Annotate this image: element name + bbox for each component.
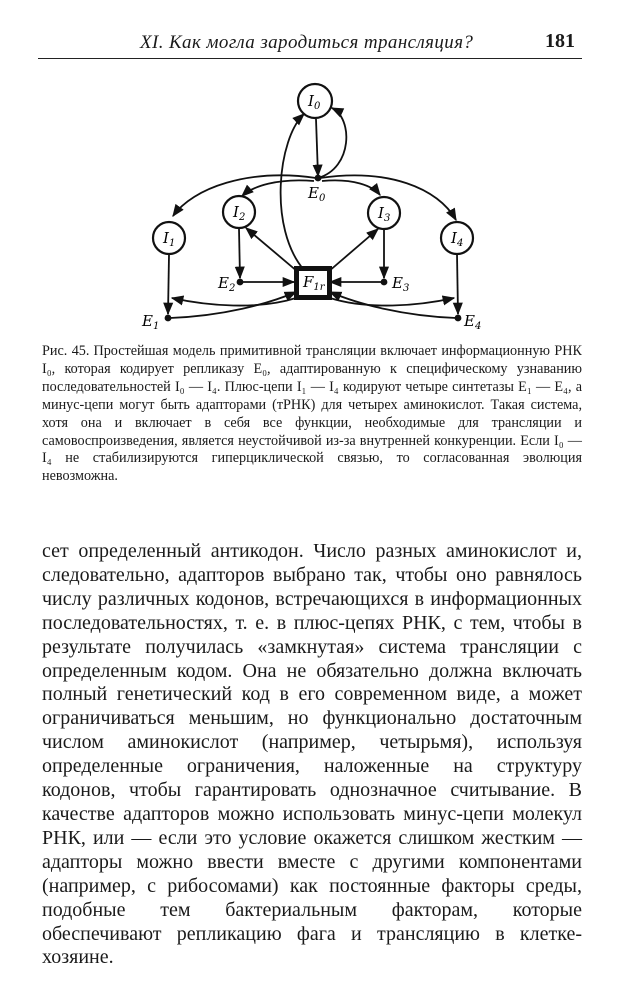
label-e2: $E_2$ bbox=[218, 274, 236, 294]
label-e4: $E_4$ bbox=[464, 312, 482, 332]
edge-e0-i0-feedback bbox=[318, 108, 346, 178]
node-e2-dot bbox=[237, 279, 244, 286]
edge-i2-e2 bbox=[239, 229, 240, 278]
edge-i1-e1 bbox=[168, 255, 169, 314]
edge-f-i2 bbox=[246, 228, 298, 272]
node-e3-dot bbox=[381, 279, 388, 286]
label-e0: $E_0$ bbox=[308, 184, 326, 204]
caption-label: Рис. 45. bbox=[42, 343, 90, 359]
label-i0: $I_0$ bbox=[308, 92, 321, 112]
node-e0-dot bbox=[315, 175, 322, 182]
figure-45-diagram bbox=[128, 78, 498, 348]
label-f: $F_{1r}$ bbox=[303, 273, 325, 293]
edge-f-i3 bbox=[328, 229, 378, 272]
label-i4: $I_4$ bbox=[451, 229, 464, 249]
label-e1: $E_1$ bbox=[142, 312, 160, 332]
header-rule bbox=[38, 58, 582, 59]
caption-text: Простейшая модель примитивной трансляции включает информационную РНК I₀, которая кодирует репликазу E₀, адаптированную к специфическому узнаванию последовательностей I₀ — I₄. Плюс-цепи I₁ — I₄ кодируют четыре синтетазы E₁ — E₄, а минус-цепи могут быть адапторами (тРНК) для четырех аминокислот. Такая система, хотя она и включает в себя все функции, необходимые для трансляции и самовоспроизведения, является неустойчивой из-за внутренней конкуренции. Если I₀ — I₄ не стабилизируются гиперциклической связью, то согласованная эволюция невозможна. bbox=[42, 343, 583, 485]
figure-caption bbox=[42, 343, 582, 486]
chapter-title: XI. Как могла зародиться трансляция? bbox=[140, 32, 474, 53]
edge-f-i0 bbox=[281, 114, 304, 270]
body-paragraph: сет определенный антикодон. Число разных аминокислот и, следовательно, адапторов выбрано так, чтобы оно равнялось числу различных кодонов, встречающихся в информационных последовательностях, т. е. в плюс-цепях РНК, с тем, чтобы в результате получилась «замкнутая» система трансляции с определенным кодом. Она не обязательно должна включать полный генетический код в его современном виде, а может ограничиваться меньшим, но функционально достаточным числом аминокислот (например, четырьмя), используя определенные ограничения, наложенные на структуру кодонов, чтобы гарантировать однозначное считывание. В качестве адапторов можно использовать минус-цепи молекул РНК, или — если это условие окажется слишком жестким — адапторы можно ввести вместе с другими компонентами (например, с рибосомами) как постоянные факторы среды, подобные тем бактериальным факторам, которые обеспечивают репликацию фага и трансляцию в клетке-хозяине. bbox=[42, 540, 582, 969]
label-i3: $I_3$ bbox=[378, 204, 391, 224]
running-header bbox=[0, 28, 619, 54]
label-i2: $I_2$ bbox=[233, 203, 246, 223]
label-e3: $E_3$ bbox=[392, 274, 410, 294]
node-e4-dot bbox=[455, 315, 462, 322]
edge-i0-e0 bbox=[316, 119, 318, 176]
page-number: 181 bbox=[545, 30, 575, 52]
edge-e0-i2 bbox=[242, 180, 314, 196]
edge-i4-e4 bbox=[457, 254, 458, 314]
node-e1-dot bbox=[165, 315, 172, 322]
edge-e0-i3 bbox=[322, 180, 380, 195]
label-i1: $I_1$ bbox=[163, 229, 176, 249]
diagram-svg bbox=[128, 78, 498, 348]
